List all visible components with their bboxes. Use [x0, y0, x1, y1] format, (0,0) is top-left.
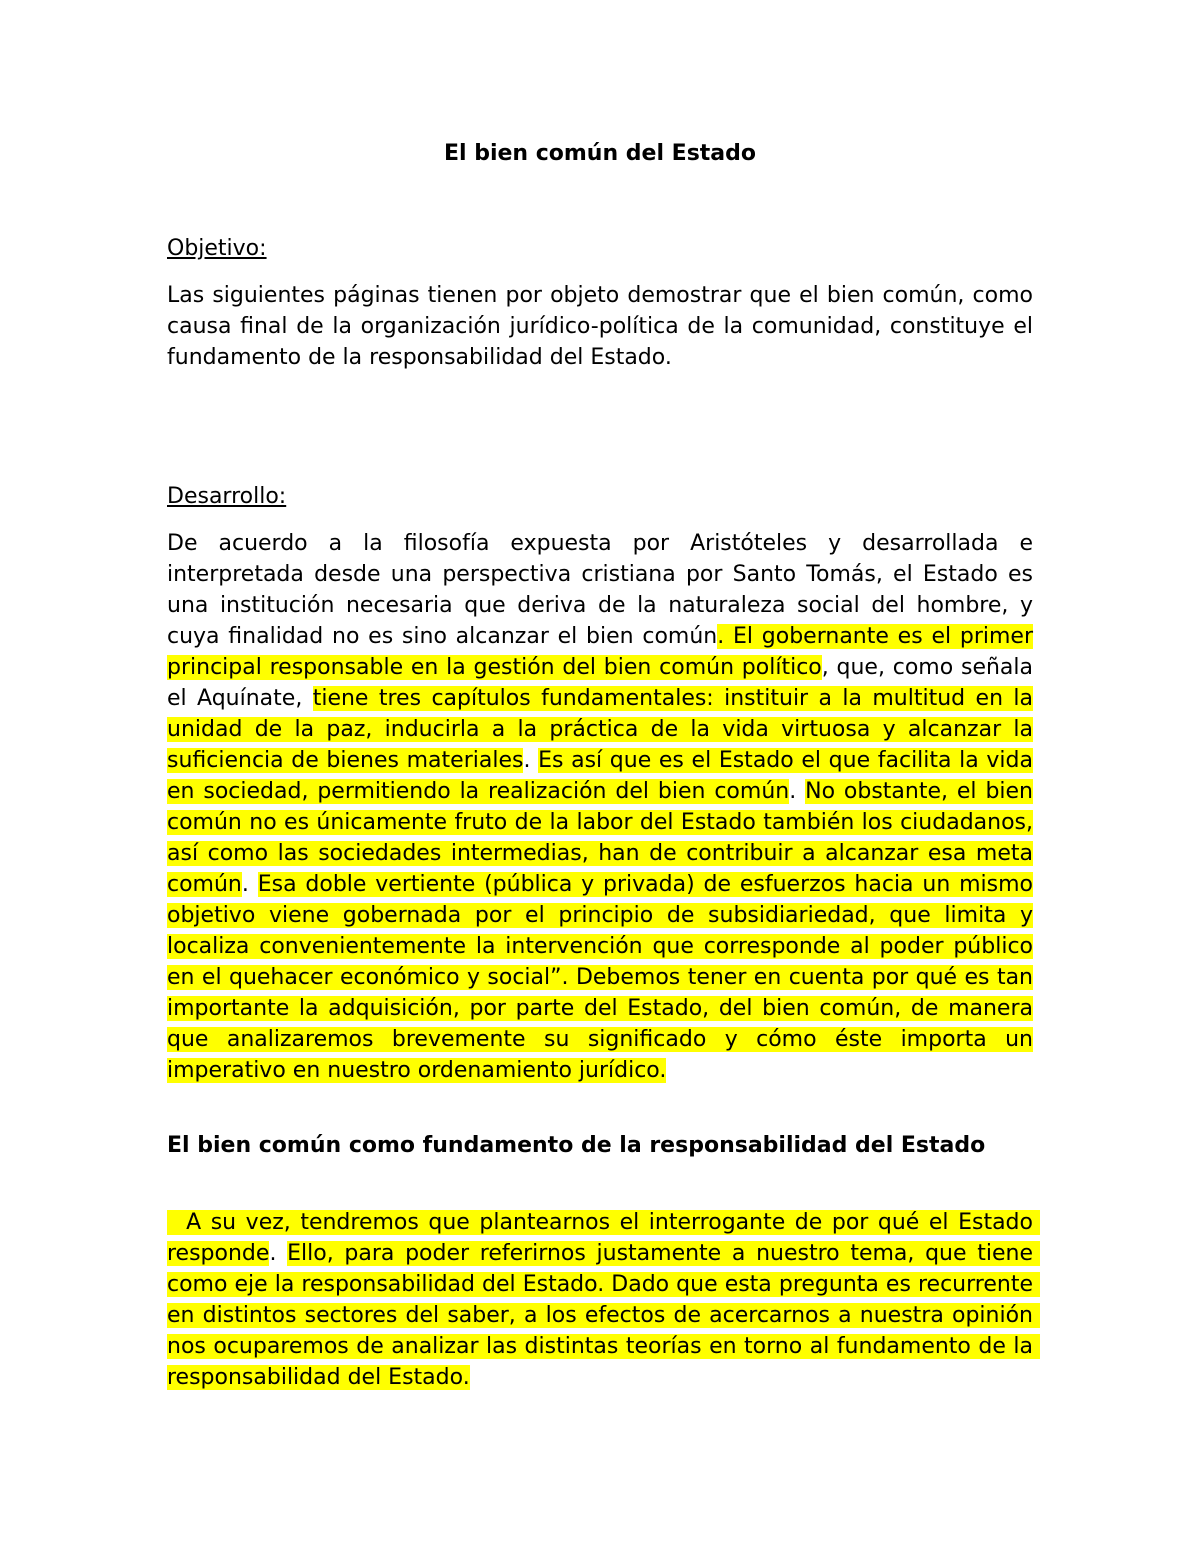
highlighted-text: tiene tres capítulos fundamentales: instituir a la multitud en la unidad de la paz, inducirla a la práctica de la vida virtuosa y alcanzar la suficiencia de bienes materiales	[167, 686, 1033, 773]
highlighted-text: Es así que es el Estado el que facilita la vida en sociedad, permitiendo la realización del bien común	[167, 748, 1033, 804]
document-title: El bien común del Estado	[443, 141, 757, 166]
section-heading: El bien común como fundamento de la responsabilidad del Estado	[167, 1133, 986, 1158]
text-segment: .	[241, 872, 258, 897]
highlighted-text: Esa doble vertiente (pública y privada) de esfuerzos hacia un mismo objetivo viene gobernada por el principio de subsidiariedad, que limita y localiza convenientemente la intervención que corresponde al poder público en el quehacer económico y social”. Debemos tener en cuenta por qué es tan importante la adquisición, por parte del Estado, del bien común, de manera que analizaremos brevemente su significado y cómo éste importa un imperativo en nuestro ordenamiento jurídico.	[167, 872, 1033, 1083]
objective-heading: Objetivo:	[167, 236, 267, 261]
highlighted-text: . El gobernante es el primer principal responsable en la gestión del bien común político	[167, 624, 1033, 680]
text-segment: .	[523, 748, 539, 773]
text-segment: De acuerdo a la filosofía expuesta por Aristóteles y desarrollada e interpretada desde una perspectiva cristiana por Santo Tomás, el Estado es una institución necesaria que deriva de la naturaleza social del hombre, y cuya finalidad no es sino alcanzar el bien común	[167, 531, 1033, 649]
text-segment: , que, como señala el Aquínate,	[167, 655, 1033, 711]
development-heading: Desarrollo:	[167, 484, 287, 509]
text-segment: .	[269, 1241, 288, 1266]
text-segment: .	[789, 779, 806, 804]
section-paragraph	[167, 1207, 1040, 1393]
development-paragraph	[167, 528, 1033, 1086]
objective-paragraph: Las siguientes páginas tienen por objeto demostrar que el bien común, como causa final de la organización jurídico-política de la comunidad, constituye el fundamento de la responsabilidad del Estado.	[167, 283, 1033, 370]
highlighted-text: A su vez, tendremos que plantearnos el interrogante de por qué el Estado responde	[167, 1210, 1040, 1266]
highlighted-text: No obstante, el bien común no es únicamente fruto de la labor del Estado también los ciudadanos, así como las sociedades intermedias, han de contribuir a alcanzar esa meta común	[167, 779, 1033, 897]
highlighted-text: Ello, para poder referirnos justamente a nuestro tema, que tiene como eje la responsabilidad del Estado. Dado que esta pregunta es recurrente en distintos sectores del saber, a los efectos de acercarnos a nuestra opinión nos ocuparemos de analizar las distintas teorías en torno al fundamento de la responsabilidad del Estado.	[167, 1241, 1040, 1390]
